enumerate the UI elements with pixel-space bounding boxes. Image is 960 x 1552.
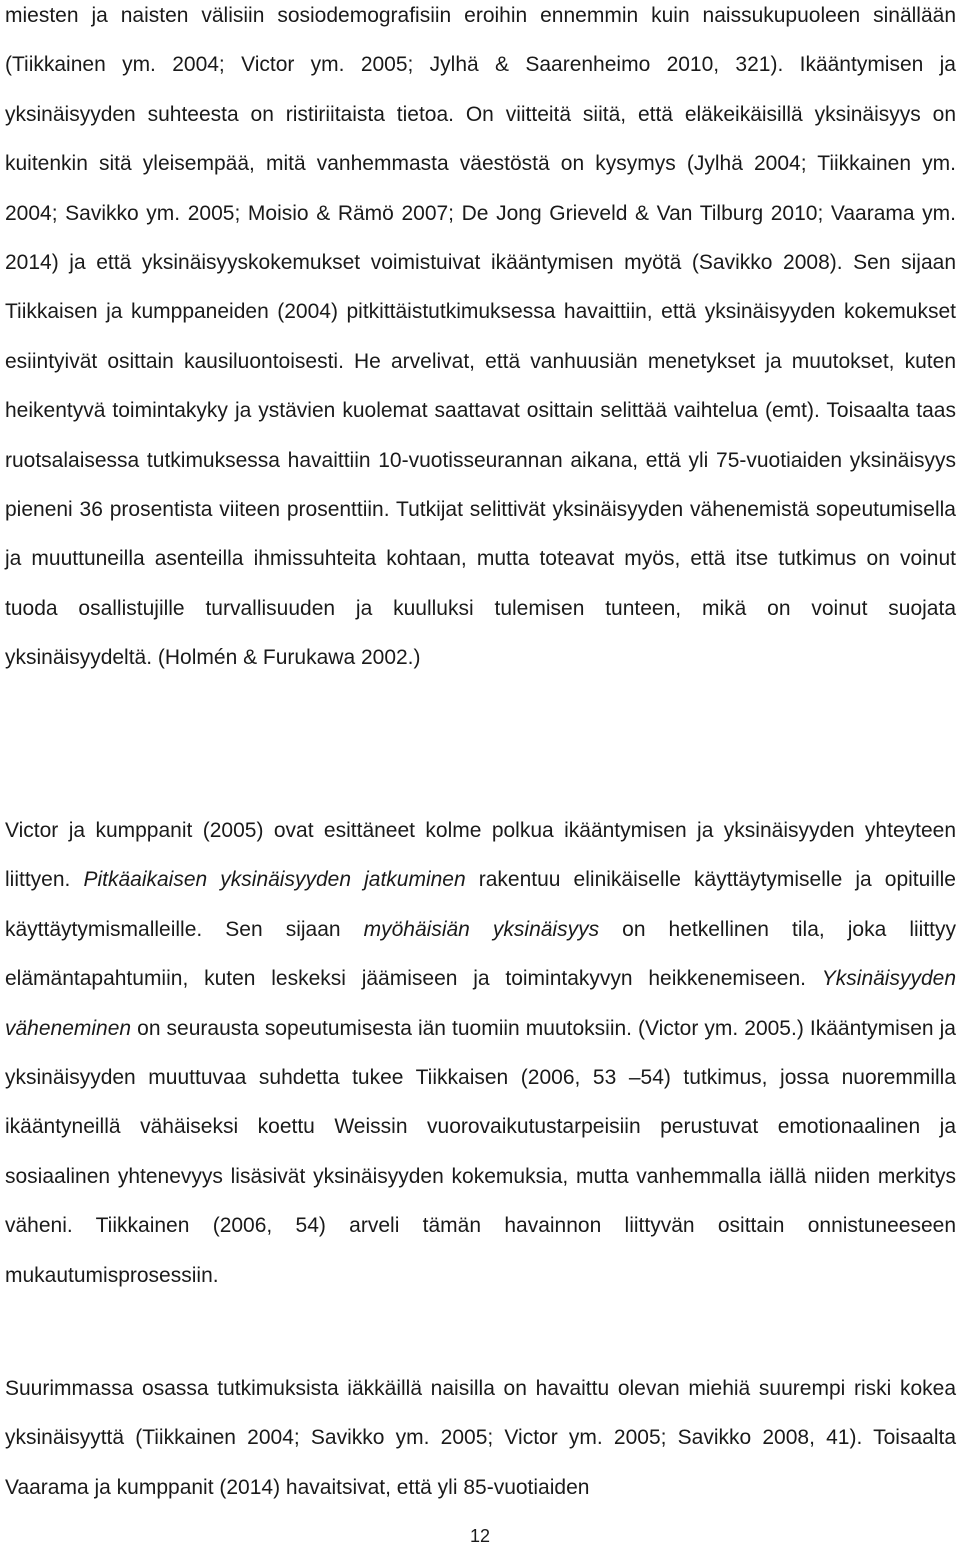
page-number: 12 bbox=[469, 1526, 491, 1546]
paragraph-2-italic-3: Yksinäisyyden väheneminen bbox=[5, 967, 956, 1040]
paragraph-3 bbox=[5, 1364, 956, 1512]
paragraph-2-text-2: rakentuu elinikäiselle käyttäytymiselle ja opituille käyttäytymismalleille. Sen sijaan bbox=[5, 868, 956, 941]
paragraph-2-text-4: on seurausta sopeutumisesta iän tuomiin muutoksiin. (Victor ym. 2005.) Ikääntymisen ja yksinäisyyden muuttuvaa suhdetta tukee Tiikkaisen (2006, 53 ‒54) tutkimus, jossa nuoremmilla ikääntyneillä vähäiseksi koettu Weissin vuorovaikutustarpeisiin perustuvat emotionaalinen ja sosiaalinen yhtenevyys lisäsivät yksinäisyyden kokemuksia, mutta vanhemmalla iällä niiden merkitys väheni. Tiikkainen (2006, 54) arveli tämän havainnon liittyvän osittain onnistuneeseen mukautumisprosessiin. bbox=[5, 1016, 956, 1287]
paragraph-1 bbox=[5, 0, 956, 683]
paragraph-3-text: Suurimmassa osassa tutkimuksista iäkkäillä naisilla on havaittu olevan miehiä suurempi riski kokea yksinäisyyttä (Tiikkainen 2004; Savikko ym. 2005; Victor ym. 2005; Savikko 2008, 41). Toisaalta Vaarama ja kumppanit (2014) havaitsivat, että yli 85-vuotiaiden bbox=[5, 1377, 956, 1499]
paragraph-2 bbox=[5, 806, 956, 1300]
paragraph-1-text: miesten ja naisten välisiin sosiodemografisiin eroihin ennemmin kuin naissukupuoleen sinällään (Tiikkainen ym. 2004; Victor ym. 2005; Jylhä & Saarenheimo 2010, 321). Ikääntymisen ja yksinäisyyden suhteesta on ristiriitaista tietoa. On viitteitä siitä, että eläkeikäisillä yksinäisyys on kuitenkin sitä yleisempää, mitä vanhemmasta väestöstä on kysymys (Jylhä 2004; Tiikkainen ym. 2004; Savikko ym. 2005; Moisio & Rämö 2007; De Jong Grieveld & Van Tilburg 2010; Vaarama ym. 2014) ja että yksinäisyyskokemukset voimistuivat ikääntymisen myötä (Savikko 2008). Sen sijaan Tiikkaisen ja kumppaneiden (2004) pitkittäistutkimuksessa havaittiin, että yksinäisyyden kokemukset esiintyivät osittain kausiluontoisesti. He arvelivat, että vanhuusiän menetykset ja muutokset, kuten heikentyvä toimintakyky ja ystävien kuolemat saattavat osittain selittää vaihtelua (emt). Toisaalta taas ruotsalaisessa tutkimuksessa havaittiin 10-vuotisseurannan aikana, että yli 75-vuotiaiden yksinäisyys pieneni 36 prosentista viiteen prosenttiin. Tutkijat selittivät yksinäisyyden vähenemistä sopeutumisella ja muuttuneilla asenteilla ihmissuhteita kohtaan, mutta toteavat myös, että itse tutkimus on voinut tuoda osallistujille turvallisuuden ja kuulluksi tulemisen tunteen, mikä on voinut suojata yksinäisyydeltä. (Holmén & Furukawa 2002.) bbox=[5, 4, 956, 670]
paragraph-2-text-1: Victor ja kumppanit (2005) ovat esittäneet kolme polkua ikääntymisen ja yksinäisyyden yhteyteen liittyen. bbox=[5, 819, 956, 892]
paragraph-2-italic-1: Pitkäaikaisen yksinäisyyden jatkuminen bbox=[83, 868, 466, 892]
paragraph-2-text-3: on hetkellinen tila, joka liittyy elämäntapahtumiin, kuten leskeksi jäämiseen ja toimintakyvyn heikkenemiseen. bbox=[5, 917, 957, 991]
paragraph-2-italic-2: myöhäisiän yksinäisyys bbox=[363, 917, 600, 941]
